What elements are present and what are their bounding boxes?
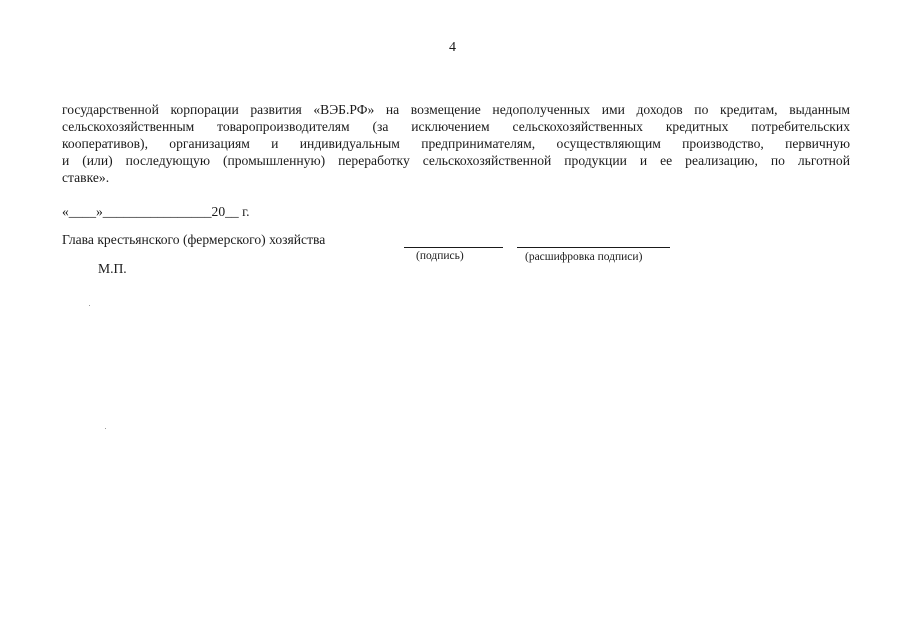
paragraph-line: сельскохозяйственным товаропроизводителям (за исключением сельскохозяйственных кредитных потребительских [62,119,850,134]
paragraph-line: и (или) последующую (промышленную) переработку сельскохозяйственной продукции и ее реализацию, по льготной [62,153,850,168]
body-paragraph [62,101,850,186]
stamp-place-label: М.П. [98,261,127,276]
signature-line [404,247,503,248]
paragraph-line: государственной корпорации развития «ВЭБ.РФ» на возмещение недополученных ими доходов по кредитам, выданным [62,102,850,117]
date-field: «____»________________20__ г. [62,204,250,219]
signature-decode-line [517,247,670,248]
signature-decode-caption: (расшифровка подписи) [525,251,643,263]
farm-head-title: Глава крестьянского (фермерского) хозяйства [62,232,326,247]
paragraph-line: ставке». [62,170,110,185]
scan-speck [105,428,106,429]
scan-speck [89,305,90,306]
signature-caption: (подпись) [416,250,464,262]
paragraph-line: кооперативов), организациям и индивидуальным предпринимателям, осуществляющим производство, первичную [62,136,850,151]
page-number: 4 [449,40,456,55]
